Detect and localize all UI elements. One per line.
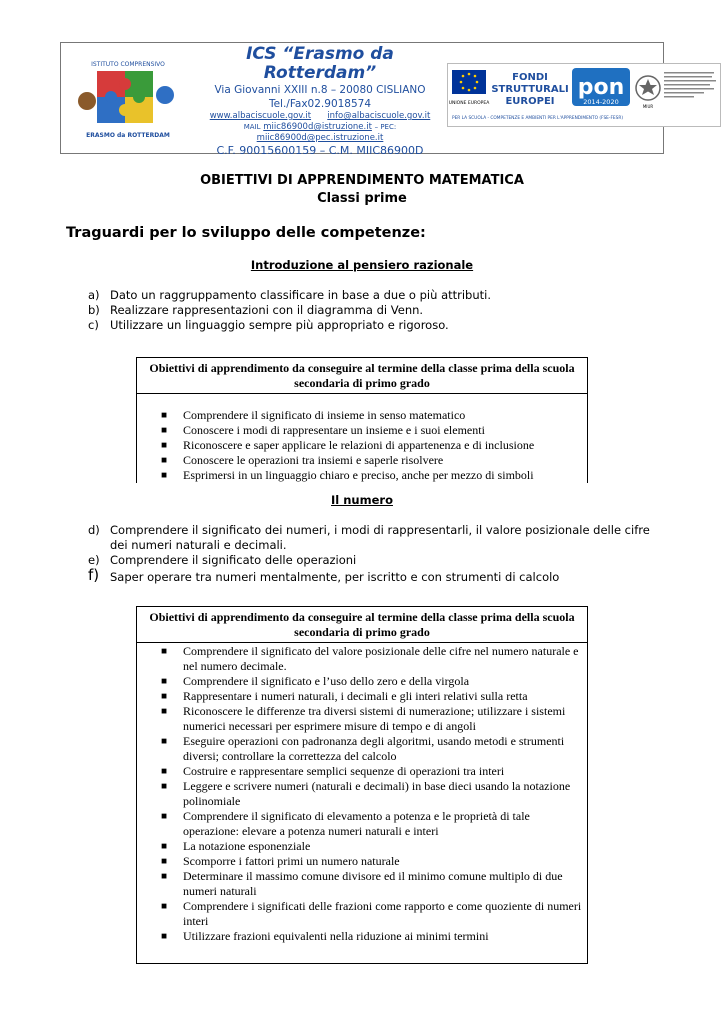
section1-objectives-table: [136, 357, 588, 483]
objective-item: [137, 408, 587, 423]
bullet-icon: ■: [161, 856, 168, 867]
item-label: d): [88, 523, 100, 537]
bullet-icon: ■: [161, 766, 168, 777]
objective-text: Comprendere il significato e l’uso dello zero e della virgola: [183, 674, 470, 688]
fondi-line1: FONDI: [512, 72, 548, 83]
pon-text: pon: [577, 75, 625, 100]
objectives-header: Obiettivi di apprendimento da conseguire al termine della classe prima della scuola secondaria di primo grado: [137, 358, 587, 394]
objective-text: Eseguire operazioni con padronanza degli algoritmi, usando metodi e strumenti diversi; controllare la correttezza del calcolo: [183, 734, 565, 763]
item-label: a): [88, 288, 100, 302]
bullet-icon: ■: [161, 646, 168, 657]
bullet-icon: ■: [161, 841, 168, 852]
objective-item: [137, 734, 587, 764]
objective-item: [137, 854, 587, 869]
bullet-icon: ■: [161, 440, 168, 451]
bullet-icon: ■: [161, 691, 168, 702]
section2-objectives-table: [136, 606, 588, 964]
objective-text: Conoscere i modi di rappresentare un insieme e i suoi elementi: [183, 423, 485, 437]
school-codes: C.F. 90015600159 – C.M. MIIC86900D: [216, 144, 424, 157]
school-phone: Tel./Fax02.9018574: [268, 98, 372, 110]
objective-text: Conoscere le operazioni tra insiemi e saperle risolvere: [183, 453, 444, 467]
bullet-icon: ■: [161, 781, 168, 792]
bullet-icon: ■: [161, 931, 168, 942]
objective-item: [137, 779, 587, 809]
pec-link[interactable]: miic86900d@pec.istruzione.it: [256, 133, 384, 143]
objective-item: [137, 839, 587, 854]
objective-text: Esprimersi in un linguaggio chiaro e preciso, anche per mezzo di simboli: [183, 468, 534, 482]
objective-item: [137, 689, 587, 704]
logo-bottom-text: ERASMO da ROTTERDAM: [86, 132, 170, 139]
objective-item: [137, 674, 587, 689]
pec-label: – PEC:: [374, 123, 397, 131]
objective-text: Riconoscere le differenze tra diversi sistemi di numerazione; utilizzare i sistemi numerici necessari per esprimere misure di tempo e di angoli: [183, 704, 566, 733]
pon-years: 2014-2020: [583, 98, 619, 106]
bullet-icon: ■: [161, 455, 168, 466]
list-item: [88, 303, 648, 318]
objective-text: Comprendere il significato del valore posizionale delle cifre nel numero naturale e nel numero decimale.: [183, 644, 579, 673]
bullet-icon: ■: [161, 410, 168, 421]
item-text: Realizzare rappresentazioni con il diagramma di Venn.: [110, 303, 424, 317]
objective-item: [137, 468, 587, 483]
objective-text: Comprendere i significati delle frazioni come rapporto e come quoziente di numeri interi: [183, 899, 582, 928]
pon-banner: [447, 63, 721, 127]
item-text: Dato un raggruppamento classificare in base a due o più attributi.: [110, 288, 491, 302]
bullet-icon: ■: [161, 811, 168, 822]
traguardi-heading: Traguardi per lo sviluppo delle competenze:: [66, 225, 426, 241]
item-label: e): [88, 553, 100, 567]
bullet-icon: ■: [161, 706, 168, 717]
banner-tagline: PER LA SCUOLA - COMPETENZE E AMBIENTI PER L'APPRENDIMENTO (FSE-FESR): [452, 116, 624, 121]
objective-item: [137, 704, 587, 734]
school-name: [195, 45, 445, 83]
logo-top-text: ISTITUTO COMPRENSIVO: [91, 61, 165, 68]
objective-item: [137, 899, 587, 929]
objective-item: [137, 764, 587, 779]
section1-title: Introduzione al pensiero razionale: [250, 258, 474, 272]
list-item: [88, 523, 660, 553]
fondi-line2: STRUTTURALI: [491, 84, 569, 95]
letterhead: [60, 42, 664, 157]
miur-label: MIUR: [642, 104, 654, 109]
list-item: [88, 553, 660, 568]
objective-item: [137, 423, 587, 438]
objectives-list: [137, 644, 587, 944]
list-item: [88, 566, 660, 585]
bullet-icon: ■: [161, 676, 168, 687]
objective-text: Scomporre i fattori primi un numero naturale: [183, 854, 400, 868]
bullet-icon: ■: [161, 470, 168, 481]
objective-text: La notazione esponenziale: [183, 839, 311, 853]
bullet-icon: ■: [161, 736, 168, 747]
objective-item: [137, 929, 587, 944]
fondi-line3: EUROPEI: [505, 96, 555, 107]
objectives-list: [137, 408, 587, 483]
section2-title: Il numero: [331, 493, 393, 507]
school-address: Via Giovanni XXIII n.8 – 20080 CISLIANO: [214, 84, 426, 96]
item-label: f): [88, 566, 100, 584]
objective-text: Comprendere il significato di insieme in senso matematico: [183, 408, 466, 422]
school-name-line2: Rotterdam”: [263, 63, 377, 83]
section1-list: [88, 288, 648, 333]
item-label: b): [88, 303, 100, 317]
list-item: [88, 288, 648, 303]
item-text: Saper operare tra numeri mentalmente, per iscritto e con strumenti di calcolo: [110, 570, 560, 584]
list-item: [88, 318, 648, 333]
objective-text: Costruire e rappresentare semplici sequenze di operazioni tra interi: [183, 764, 505, 778]
objective-text: Leggere e scrivere numeri (naturali e decimali) in base dieci usando la notazione polinomiale: [183, 779, 571, 808]
item-text: Comprendere il significato delle operazioni: [110, 553, 357, 567]
title-line1: OBIETTIVI DI APPRENDIMENTO MATEMATICA: [200, 173, 524, 188]
objective-text: Utilizzare frazioni equivalenti nella riduzione ai minimi termini: [183, 929, 489, 943]
school-info: [195, 45, 445, 158]
bullet-icon: ■: [161, 901, 168, 912]
objective-text: Comprendere il significato di elevamento a potenza e le proprietà di tale operazione: elevare a potenza numeri naturali e interi: [183, 809, 530, 838]
email-info-link[interactable]: info@albaciscuole.gov.it: [327, 111, 431, 121]
item-text: Comprendere il significato dei numeri, i modi di rappresentarli, il valore posizionale delle cifre dei numeri naturali e decimali.: [110, 523, 650, 552]
item-label: c): [88, 318, 99, 332]
objective-text: Rappresentare i numeri naturali, i decimali e gli interi relativi sulla retta: [183, 689, 528, 703]
objective-text: Riconoscere e saper applicare le relazioni di appartenenza e di inclusione: [183, 438, 535, 452]
school-logo: [67, 57, 189, 141]
objective-item: [137, 869, 587, 899]
objective-item: [137, 644, 587, 674]
eu-label: UNIONE EUROPEA: [448, 101, 490, 106]
school-name-line1: ICS “Erasmo da: [246, 44, 394, 64]
document-title: [0, 172, 724, 208]
objectives-header: Obiettivi di apprendimento da conseguire al termine della classe prima della scuola secondaria di primo grado: [137, 607, 587, 643]
item-text: Utilizzare un linguaggio sempre più appropriato e rigoroso.: [110, 318, 449, 332]
website-link[interactable]: www.albaciscuole.gov.it: [209, 111, 312, 121]
section2-list: [88, 523, 660, 585]
objective-item: [137, 438, 587, 453]
objective-item: [137, 453, 587, 468]
objective-text: Determinare il massimo comune divisore ed il minimo comune multiplo di due numeri naturali: [183, 869, 563, 898]
objective-item: [137, 809, 587, 839]
mail-label: MAIL: [243, 123, 261, 131]
ministry-text-lines: [664, 72, 716, 98]
mail-link[interactable]: miic86900d@istruzione.it: [263, 122, 372, 132]
title-line2: Classi prime: [317, 191, 407, 206]
bullet-icon: ■: [161, 425, 168, 436]
bullet-icon: ■: [161, 871, 168, 882]
